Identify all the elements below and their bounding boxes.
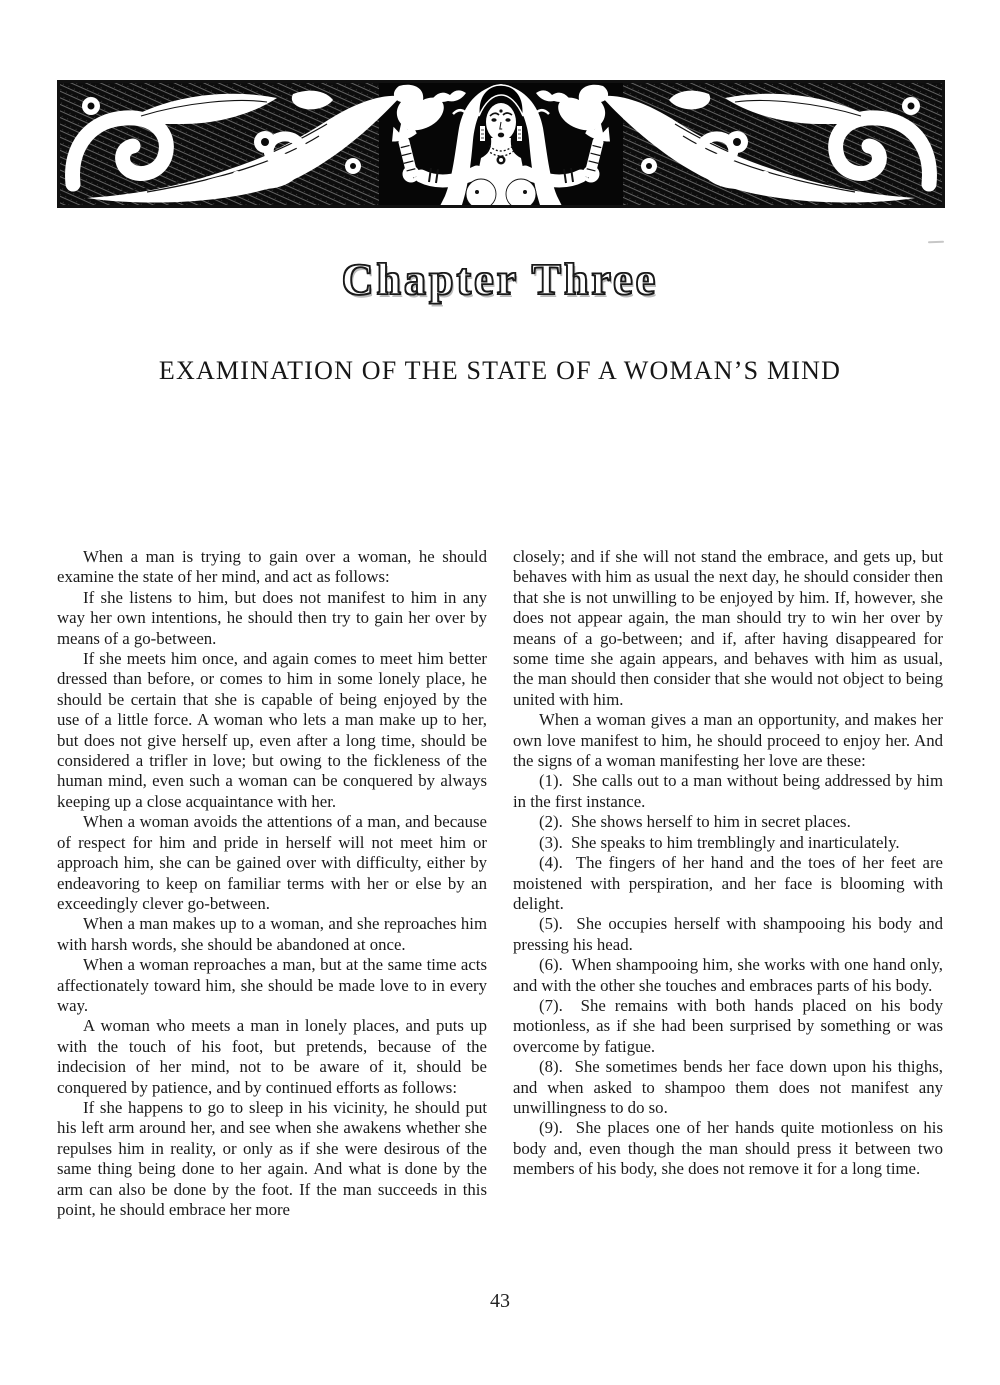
bindi — [499, 109, 502, 112]
banner-illustration — [57, 80, 945, 208]
paragraph: When a woman gives a man an opportunity, and makes her own love manifest to him, he should proceed to enjoy her. And the signs of a woman manifesting her love are these: — [513, 710, 943, 771]
paragraph: (6). When shampooing him, she works with one hand only, and with the other she touches and embraces parts of his body. — [513, 955, 943, 995]
paragraph: A woman who meets a man in lonely places, and puts up with the touch of his foot, but pretends, because of the indecision of her mind, not to be aware of it, should be conquered by patience, and by continued efforts as follows: — [57, 1016, 487, 1097]
header-ornament — [57, 80, 945, 208]
paragraph: (4). The fingers of her hand and the toes of her feet are moistened with perspiration, and her face is blooming with delight. — [513, 853, 943, 913]
section-heading: EXAMINATION OF THE STATE OF A WOMAN’S MIND — [158, 356, 842, 385]
left-column — [57, 547, 487, 1220]
paragraph: When a woman avoids the attentions of a man, and because of respect for him and pride in herself will not meet him or approach him, she can be gained over with difficulty, either by endeavoring to keep on familiar terms with her or else by an exceedingly clever go-between. — [57, 812, 487, 913]
paragraph: (3). She speaks to him tremblingly and inarticulately. — [539, 832, 900, 852]
scan-artifact — [928, 241, 944, 244]
paragraph: If she listens to him, but does not manifest to him in any way her own intentions, he should then try to gain her over by means of a go-between. — [57, 587, 487, 648]
paragraph: (7). She remains with both hands placed on his body motionless, as if she had been surprised by something or was overcome by fatigue. — [513, 995, 943, 1056]
paragraph: (1). She calls out to a man without being addressed by him in the first instance. — [513, 771, 943, 811]
paragraph: closely; and if she will not stand the embrace, and gets up, but behaves with him as usual the next day, he should consider then that she is not unwilling to be enjoyed by him. If, however, she does not appear again, the man should try to win her over by means of a go-between; and if, after having disappeared for some time she again appears, and behaves with him as usual, the man should then consider that she would not object to being united with him. — [513, 547, 943, 709]
chapter-title: Chapter Three — [341, 255, 659, 304]
paragraph: When a woman reproaches a man, but at the same time acts affectionately toward him, she should be made love to in every way. — [57, 955, 487, 1015]
paragraph: If she happens to go to sleep in his vicinity, he should put his left arm around her, and see when she awakens whether she repulses him in reality, or only as if she were desirous of the same thing being done to her again. And what is done by the arm can also be done by the foot. If the man succeeds in this point, he should embrace her more — [57, 1097, 487, 1219]
paragraph: (9). She places one of her hands quite motionless on his body and, even though the man should press it between two members of his body, she does not remove it for a long time. — [513, 1118, 943, 1179]
paragraph: (2). She shows herself to him in secret places. — [539, 812, 851, 832]
right-column — [513, 547, 943, 1220]
paragraph: If she meets him once, and again comes to meet him better dressed than before, or comes to him in some lonely place, he should be certain that she is capable of being enjoyed by the use of a little force. A woman who lets a man make up to her, but does not give herself up, even after a long time, should be considered a trifler in love; but owing to the fickleness of the human mind, even such a woman can be conquered by always keeping up a close acquaintance with her. — [57, 649, 487, 811]
page-number: 43 — [490, 1290, 510, 1312]
paragraph: (8). She sometimes bends her face down upon his thighs, and when asked to shampoo them does not manifest any unwillingness to do so. — [513, 1057, 943, 1117]
paragraph: When a man makes up to a woman, and she reproaches him with harsh words, she should be abandoned at once. — [57, 914, 487, 954]
body-text — [57, 547, 943, 1220]
paragraph: When a man is trying to gain over a woman, he should examine the state of her mind, and act as follows: — [57, 547, 487, 587]
paragraph: (5). She occupies herself with shampooing his body and pressing his head. — [513, 914, 943, 954]
